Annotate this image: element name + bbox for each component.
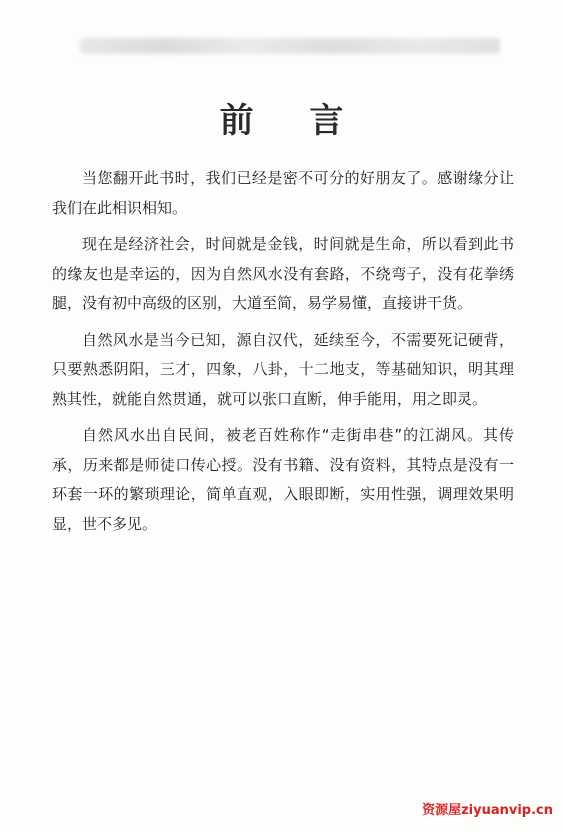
paragraph-2: 现在是经济社会，时间就是金钱，时间就是生命，所以看到此书的缘友也是幸运的，因为自然风水没有套路，不绕弯子，没有花拳绣腿，没有初中高级的区别，大道至简，易学易懂，直接讲干货。: [52, 235, 514, 312]
page-title: 前 言: [219, 101, 366, 141]
blurred-header: [80, 38, 500, 54]
paragraph-1: 当您翻开此书时，我们已经是密不可分的好朋友了。感谢缘分让我们在此相识相知。: [52, 169, 514, 217]
watermark-text: 资源屋ziyuanvip.cn: [422, 803, 553, 818]
preface-body: [52, 164, 514, 546]
paragraph-3: 自然风水是当今已知，源自汉代，延续至今，不需要死记硬背，只要熟悉阴阳，三才，四象，八卦，十二地支，等基础知识，明其理熟其性，就能自然贯通，就可以张口直断，伸手能用，用之即灵。: [52, 330, 514, 408]
paragraph-4: 自然风水出自民间，被老百姓称作“走街串巷”的江湖风。其传承，历来都是师徒口传心授。没有书籍、没有资料，其特点是没有一环套一环的繁琐理论，简单直观，入眼即断，实用性强，调理效果明显，世不多见。: [52, 426, 514, 533]
